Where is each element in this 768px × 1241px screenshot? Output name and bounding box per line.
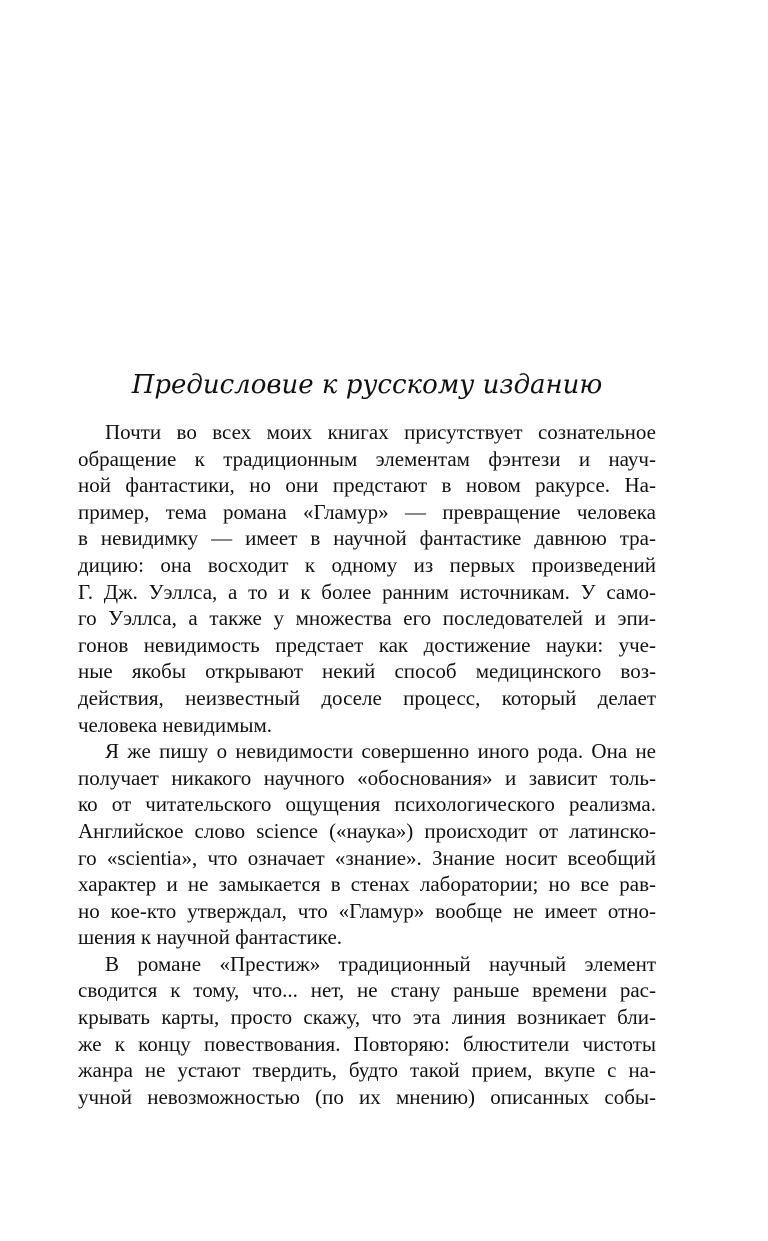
text-line: гонов невидимость предстает как достижение науки: уче- <box>78 632 656 657</box>
text-line: В романе «Престиж» традиционный научный элемент <box>105 951 656 976</box>
text-line: Почти во всех моих книгах присутствует сознательное <box>105 420 656 444</box>
text-line: го «scientia», что означает «знание». Знание носит всеобщий <box>78 845 656 870</box>
text-line: крывать карты, просто скажу, что эта линия возникает бли- <box>78 1005 656 1030</box>
text-line: го Уэллса, а также у множества его последователей и эпи- <box>78 606 656 631</box>
text-line: же к концу повествования. Повторяю: блюстители чистоты <box>78 1031 656 1056</box>
text-line: пример, тема романа «Гламур» — превращение человека <box>78 499 656 524</box>
text-line: учной невозможностью (по их мнению) описанных собы- <box>78 1084 656 1109</box>
text-line: жанра не устают твердить, будто такой прием, вкупе с на- <box>78 1058 656 1083</box>
text-line: ной фантастики, но они предстают в новом ракурсе. На- <box>78 473 656 498</box>
text-line: Г. Дж. Уэллса, а то и к более ранним источникам. У само- <box>78 579 656 604</box>
text-line: шения к научной фантастике. <box>78 925 343 950</box>
text-line: человека невидимым. <box>78 712 273 737</box>
text-line: Я же пишу о невидимости совершенно иного рода. Она не <box>105 739 656 764</box>
text-line: действия, неизвестный доселе процесс, который делает <box>78 685 656 710</box>
text-line: ные якобы открывают некий способ медицинского воз- <box>78 659 656 684</box>
text-line: дицию: она восходит к одному из первых произведений <box>78 552 656 577</box>
text-line: в невидимку — имеет в научной фантастике давнюю тра- <box>78 526 656 551</box>
text-line: обращение к традиционным элементам фэнтези и науч- <box>78 446 656 471</box>
body-text <box>78 419 656 1110</box>
text-line: но кое-кто утверждал, что «Гламур» вообще не имеет отно- <box>78 898 656 923</box>
text-line: ко от читательского ощущения психологического реализма. <box>78 792 656 817</box>
text-line: Английское слово science («наука») происходит от латинско- <box>78 818 656 843</box>
text-line: получает никакого научного «обоснования» и зависит толь- <box>78 765 656 790</box>
text-line: сводится к тому, что... нет, не стану раньше времени рас- <box>78 978 656 1003</box>
chapter-title: Предисловие к русскому изданию <box>131 370 603 400</box>
text-line: характер и не замыкается в стенах лаборатории; но все рав- <box>78 872 656 897</box>
